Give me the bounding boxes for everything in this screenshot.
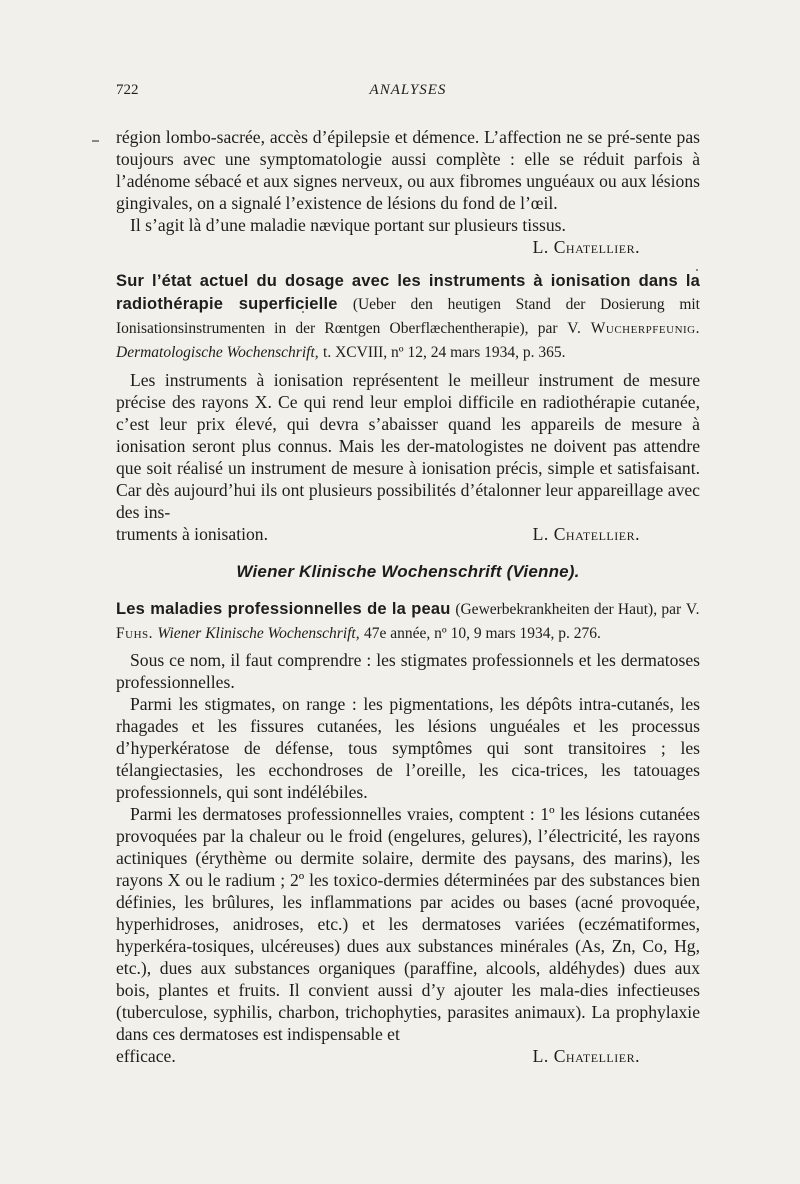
article-1-closing [116,523,700,545]
article-2-paragraph-1: Sous ce nom, il faut comprendre : les stigmates professionnels et les dermatoses professionnelles. [116,650,700,692]
article-2-signature: L. Chatellier. [532,1046,640,1066]
article-1-signature: L. Chatellier. [532,524,640,544]
signature [116,236,700,258]
article-2-closing [116,1045,700,1067]
intro-paragraph-2: Il s’agit là d’une maladie nævique portant sur plusieurs tissus. [130,215,566,235]
article-2-original-title: (Gewerbekrankheiten der Haut), par [455,601,682,618]
running-title: ANALYSES [369,82,447,98]
signature-text: L. Chatellier. [532,237,640,257]
article-1-body-last: truments à ionisation. [116,524,268,544]
page-number: 722 [116,82,139,98]
article-1-body: Les instruments à ionisation représentent le meilleur instrument de mesure précise des rayons X. Ce qui rend leur emploi difficile en radiothérapie cutanée, c’est leur prix élevé, qui devra s’abaisser quand les appareils de mesure à ionisation seront plus connus. Mais les der-matologistes ne doivent pas attendre que soit réalisé un instrument de mesure à ionisation précis, simple et satisfaisant. Car dès aujourd’hui ils ont plusieurs possibilités d’étalonner leur appareillage avec des ins- [116,370,700,522]
article-2-paragraph-2: Parmi les stigmates, on range : les pigmentations, les dépôts intra-cutanés, les rhagades et les fissures cutanées, les lésions unguéales et les processus d’hyperkératose de défense, tous symptômes qui sont transitoires ; les télangiectasies, les ecchondroses de l’oreille, les cica-trices, les tatouages professionnels, qui sont indélébiles. [116,694,700,802]
article-2-citation: 47e année, nº 10, 9 mars 1934, p. 276. [364,625,601,642]
article-2-author: V. Fuhs. [116,601,700,642]
article-1-author: V. Wucherpfeunig. [567,320,701,337]
page-header [116,82,700,104]
article-1-journal: Dermatologische Wochenschrift, [116,344,319,361]
article-2-journal: Wiener Klinische Wochenschrift, [157,625,360,642]
journal-heading: Wiener Klinische Wochenschrift (Vienne). [236,562,580,581]
article-1-heading [116,269,700,364]
article-2-heading [116,597,700,645]
article-1-citation: t. XCVIII, nº 12, 24 mars 1934, p. 365. [323,344,566,361]
margin-mark [92,140,99,142]
article-2-paragraph-3: Parmi les dermatoses professionnelles vraies, comptent : 1º les lésions cutanées provoquées par la chaleur ou le froid (engelures, gelures), l’électricité, les rayons actiniques (érythème ou dermite solaire, dermite des paysans, des marins), les rayons X ou le radium ; 2º les toxico-dermies déterminées par des substances bien définies, les brûlures, les inflammations par acides ou bases (acné provoquée, hyperhidroses, anidroses, etc.) et les dermatoses variées (eczématiformes, hyperkéra-tosiques, ulcéreuses) dues aux substances minérales (As, Zn, Co, Hg, etc.), dues aux substances organiques (paraffine, alcools, aldéhydes) dues aux bois, plantes et fruits. Il convient aussi d’y ajouter les mala-dies infectieuses (tuberculose, syphilis, charbon, trichophyties, parasites animaux). La prophylaxie dans ces dermatoses est indispensable et [116,804,700,1044]
article-2-paragraph-last: efficace. [116,1046,176,1066]
article-1-original-title: (Ueber den heutigen Stand der Dosierung mit Ionisationsinstrumenten in der Rœntgen Oberflæchentherapie), par [116,296,700,337]
intro-paragraph: région lombo-sacrée, accès d’épilepsie et démence. L’affection ne se pré-sente pas toujours avec une symptomatologie aussi complète : elle se réduit parfois à l’adénome sébacé et aux signes nerveux, ou aux fibromes unguéaux ou aux lésions gingivales, on a signalé l’existence de lésions du fond de l’œil. [116,127,700,213]
article-1-title: Sur l’état actuel du dosage avec les instruments à ionisation dans la radiothérapie superficielle [116,272,700,313]
page-body [116,126,700,1067]
article-2-title: Les maladies professionnelles de la peau [116,600,451,618]
